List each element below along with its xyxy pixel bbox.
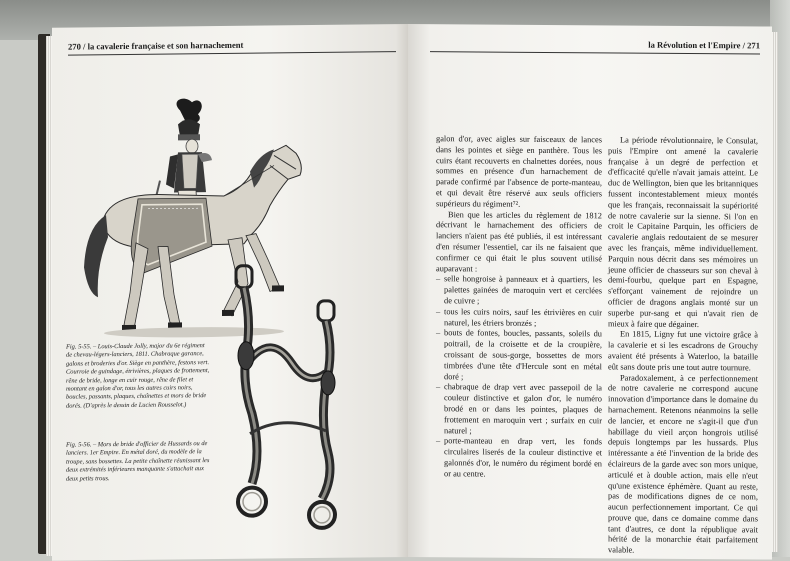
right-head-rule (430, 51, 760, 54)
list-item: – bouts de fontes, boucles, passants, soleils du poitrail, de la croisette et de la croupière, croissant de sous-gorge, bossettes de mors timbrées d'une tête d'Hercule sont en métal doré ; (436, 329, 602, 384)
right-running-head: la Révolution et l'Empire / 271 (648, 39, 760, 51)
open-book (38, 24, 782, 557)
right-page (408, 24, 772, 560)
figure-caption-text: Fig. 5-55. – Louis-Claude Jolly, major du 6e régiment de chevau-légers-lanciers, 1811. Chabraque garance, galons et broderies d'or. Siège en panthère, festons vert. Courroie de guindage, étrivières, plaques de frottement, rêne de bride, longe en cuir rouge, rêne de filet et montant en galon d'or, tous les autres cuirs noirs, boucles, passants, plaques, chaînettes et mors de bride dorés. (D'après le dessin de Lucien Rousselot.) (66, 342, 210, 410)
list-item: – porte-manteau en drap vert, les fonds circulaires liserés de la couleur distinctive et galonnés d'or, le numéro du régiment bordé en or au centre. (436, 437, 602, 481)
list-item: – chabraque de drap vert avec passepoil de la couleur distinctive et galon d'or, le numéro brodé en or dans les pointes, plaques de frottement en maroquin vert ; surfaix en cuir naturel ; (436, 383, 602, 438)
list-item: – selle hongroise à panneaux et à quartiers, les palettes gainées de maroquin vert et cerclées de cuivre ; (436, 275, 602, 309)
left-page (52, 24, 410, 561)
figure-caption-5-55 (66, 342, 212, 411)
text-column-2 (608, 135, 758, 557)
left-head-rule (68, 51, 396, 55)
figure-caption-text: Fig. 5-56. – Mors de bride d'officier de Hussards ou de lanciers. 1er Empire. En métal doré, du modèle de la troupe, sans bossettes. La petite chaînette réunissant les deux extrémités inférieures manquante s'attachait aux deux petits trous. (66, 440, 210, 483)
harness-list (436, 275, 602, 481)
paragraph: galon d'or, avec aigles sur faisceaux de lances dans les pointes et siège en panthère. Tous les cuirs étant recouverts en chalnettes dorées, nous sommes en présence d'un harnachement de parade confirmé par l'absence de porte-manteau, et qui devait être réservé aux seuls officiers supérieurs du régiment⁷². (436, 134, 602, 209)
left-running-head: 270 / la cavalerie française et son harnachement (68, 39, 244, 52)
paragraph: Bien que les articles du règlement de 1812 décrivant le harnachement des officiers de lanciers n'aient pas été publiés, il est intéressant d'en résumer l'essentiel, car ils ne faisaient que confirmer ce qui était le plus souvent utilisé auparavant : (436, 209, 602, 274)
list-item: – tous les cuirs noirs, sauf les étrivières en cuir naturel, les étriers bronzés ; (436, 307, 602, 330)
paragraph: Paradoxalement, à ce perfectionnement de notre cavalerie ne correspond aucune innovation d'importance dans le domaine du harnachement. Retenons néanmoins la selle de lancier, et encore ne s'agit-il que d'un habillage du vieil arçon hongrois utilisé depuis longtemps par les hussards. Plus intéressante a été l'invention de la bride des éclaireurs de la garde avec son mors unique, articulé et à double action, mais elle n'eut qu'une existence éphémère. Quant au reste, pas de modifications dignes de ce nom, aucun perfectionnement important. Ce qui prouve que, dans ce domaine comme dans tant d'autres, ce dont la république avait hérité de la monarchie était parfaitement valable. (608, 373, 758, 555)
paragraph: La période révolutionnaire, le Consulat, puis l'Empire ont amené la cavalerie française à un degré de perfection et d'efficacité qu'elle n'avait jamais atteint. Le duc de Wellington, bien que les britanniques fussent incontestablement mieux montés que les français, reconnaissait la supériorité de notre cavalerie sur la sienne. Si l'on en croit le Capitaine Parquin, les officiers de cavalerie anglais redoutaient de se mesurer avec les français, même individuellement. Parquin nous décrit dans ses mémoires un jeune officier de chasseurs sur son cheval à demi-fourbu, quelque part en Espagne, s'efforçant vainement de rejoindre un officier de dragons anglais monté sur un superbe pur-sang et qui n'avait rien de mieux à faire que dégainer. (608, 135, 758, 329)
figure-caption-5-56 (66, 440, 216, 484)
text-column-1 (436, 134, 602, 481)
paragraph: En 1815, Ligny fut une victoire grâce à la cavalerie et si les escadrons de Grouchy avaient été présents à Waterloo, la bataille eût sans doute pris une tout autre tournure. (608, 329, 758, 373)
bridle-bit-illustration (222, 262, 372, 534)
